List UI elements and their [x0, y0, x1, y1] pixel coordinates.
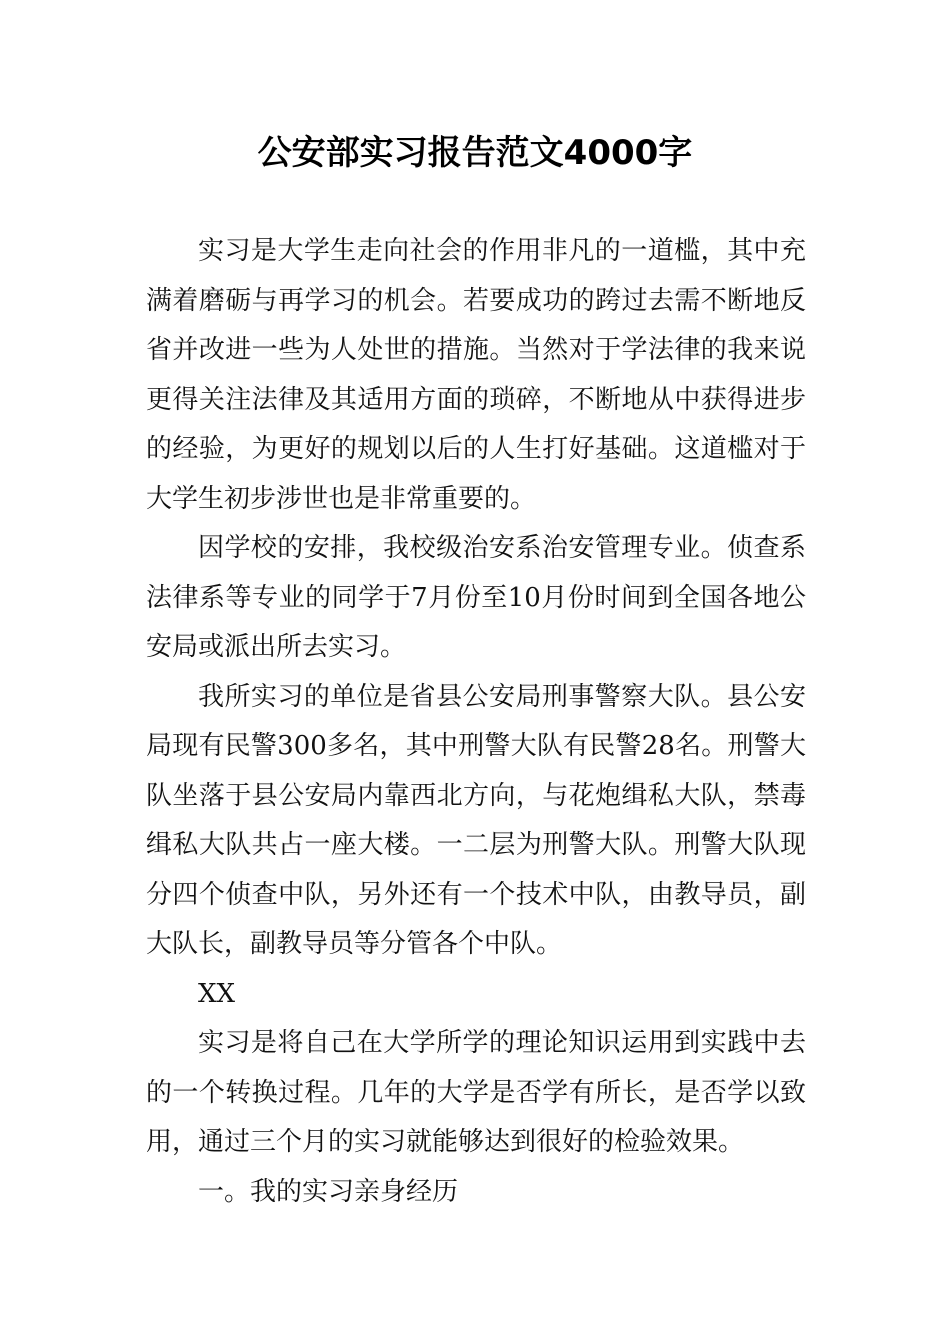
paragraph-intro: 实习是大学生走向社会的作用非凡的一道槛，其中充满着磨砺与再学习的机会。若要成功的跨过去需不断地反省并改进一些为人处世的措施。当然对于学法律的我来说更得关注法律及其适用方面的琐碎，不断地从中获得进步的经验，为更好的规划以后的人生打好基础。这道槛对于大学生初步涉世也是非常重要的。	[146, 236, 806, 514]
document-title: 公安部实习报告范文4000字	[257, 133, 693, 173]
document-body	[146, 227, 806, 1217]
section-heading-experience: 一。我的实习亲身经历	[198, 1176, 459, 1207]
paragraph-school-arrangement: 因学校的安排，我校级治安系治安管理专业。侦查系法律系等专业的同学于7月份至10月份时间到全国各地公安局或派出所去实习。	[146, 533, 806, 662]
paragraph-placeholder: XX	[198, 978, 236, 1009]
paragraph-transition: 实习是将自己在大学所学的理论知识运用到实践中去的一个转换过程。几年的大学是否学有所长，是否学以致用，通过三个月的实习就能够达到很好的检验效果。	[146, 1028, 806, 1157]
paragraph-internship-unit: 我所实习的单位是省县公安局刑事警察大队。县公安局现有民警300多名，其中刑警大队有民警28名。刑警大队坐落于县公安局内靠西北方向，与花炮缉私大队，禁毒缉私大队共占一座大楼。一二层为刑警大队。刑警大队现分四个侦查中队，另外还有一个技术中队，由教导员，副大队长，副教导员等分管各个中队。	[146, 681, 806, 959]
